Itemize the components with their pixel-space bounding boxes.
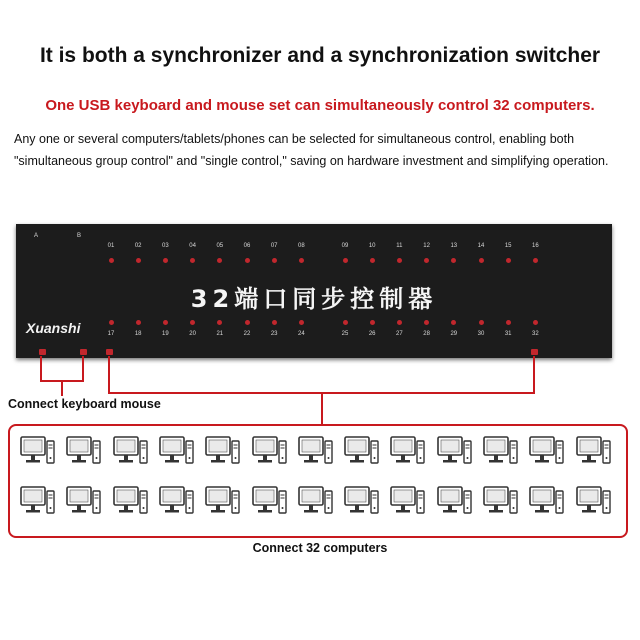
bottom-port-led — [451, 320, 456, 325]
page-title: It is both a synchronizer and a synchronization switcher — [39, 44, 601, 67]
top-port-label: 06 — [243, 243, 251, 249]
top-port-label: 14 — [477, 243, 485, 249]
top-port-led — [451, 258, 456, 263]
top-port-label: 09 — [341, 243, 349, 249]
bottom-port-led — [533, 320, 538, 325]
bottom-port-label: 23 — [270, 331, 278, 337]
desktop-computer-icon — [483, 484, 519, 520]
desktop-computer-icon — [113, 434, 149, 470]
desktop-computer-icon — [529, 484, 565, 520]
desktop-computer-icon — [66, 484, 102, 520]
bottom-port-label: 29 — [450, 331, 458, 337]
desktop-computer-icon — [252, 434, 288, 470]
desktop-computer-icon — [344, 484, 380, 520]
page-subtitle: One USB keyboard and mouse set can simultaneously control 32 computers. — [45, 97, 595, 114]
top-port-label: 05 — [216, 243, 224, 249]
desktop-computer-icon — [205, 434, 241, 470]
desktop-computer-icon — [159, 484, 195, 520]
top-port-led — [370, 258, 375, 263]
top-port-label: 04 — [189, 243, 196, 249]
top-port-label: 02 — [134, 243, 142, 249]
desktop-computer-icon — [205, 484, 241, 520]
bottom-port-label: 24 — [298, 331, 305, 337]
bottom-port-led — [299, 320, 304, 325]
caption-keyboard-mouse: Connect keyboard mouse — [8, 397, 161, 411]
bottom-port-label: 20 — [189, 331, 196, 337]
bottom-port-led — [109, 320, 114, 325]
top-port-led — [109, 258, 114, 263]
desktop-computer-icon — [390, 434, 426, 470]
bottom-port-label: 25 — [341, 331, 349, 337]
wire-pc-right — [533, 356, 535, 394]
brand-logo: Xuanshi — [26, 320, 81, 336]
input-label-a: A — [33, 233, 38, 239]
bottom-port-label: 27 — [396, 331, 403, 337]
desktop-computer-icon — [344, 434, 380, 470]
top-port-label: 07 — [270, 243, 278, 249]
desktop-computer-icon — [252, 484, 288, 520]
usb-port-out-left — [106, 349, 113, 355]
bottom-port-label: 19 — [162, 331, 169, 337]
usb-port-b — [80, 349, 87, 355]
bottom-port-led — [136, 320, 141, 325]
bottom-port-led — [506, 320, 511, 325]
description-text: Any one or several computers/tablets/phones can be selected for simultaneous control, enabling both "simultaneous group control" and "single control," saving on hardware investment and simplifying operation. — [14, 132, 609, 168]
bottom-port-led — [163, 320, 168, 325]
bottom-port-led — [424, 320, 429, 325]
top-port-label: 01 — [107, 243, 115, 249]
bottom-port-label: 28 — [423, 331, 430, 337]
bottom-port-label: 26 — [368, 331, 376, 337]
input-label-b: B — [76, 233, 81, 239]
top-port-led — [299, 258, 304, 263]
bottom-port-label: 22 — [243, 331, 251, 337]
usb-port-out-right — [531, 349, 538, 355]
top-port-led — [245, 258, 250, 263]
bottom-port-label: 32 — [532, 331, 539, 337]
top-port-led — [190, 258, 195, 263]
desktop-computer-icon — [66, 434, 102, 470]
top-port-label: 15 — [504, 243, 512, 249]
device-name: 32端口同步控制器 — [190, 285, 438, 313]
desktop-computer-icon — [529, 434, 565, 470]
bottom-port-led — [217, 320, 222, 325]
bottom-port-label: 18 — [134, 331, 142, 337]
usb-port-a — [39, 349, 46, 355]
bottom-port-led — [272, 320, 277, 325]
top-port-led — [424, 258, 429, 263]
top-port-label: 16 — [532, 243, 539, 249]
top-port-label: 08 — [298, 243, 305, 249]
desktop-computer-icon — [298, 484, 334, 520]
top-port-led — [272, 258, 277, 263]
top-port-led — [163, 258, 168, 263]
desktop-computer-icon — [483, 434, 519, 470]
wire-kb-b — [82, 356, 84, 382]
wire-kb-down — [61, 380, 63, 396]
bottom-port-led — [245, 320, 250, 325]
top-port-led — [343, 258, 348, 263]
bottom-port-led — [190, 320, 195, 325]
top-port-led — [506, 258, 511, 263]
top-port-led — [397, 258, 402, 263]
top-port-label: 13 — [450, 243, 458, 249]
bottom-port-led — [479, 320, 484, 325]
top-port-led — [217, 258, 222, 263]
bottom-port-label: 21 — [216, 331, 224, 337]
desktop-computer-icon — [298, 434, 334, 470]
desktop-computer-icon — [576, 434, 612, 470]
top-port-led — [533, 258, 538, 263]
desktop-computer-icon — [576, 484, 612, 520]
top-port-led — [136, 258, 141, 263]
desktop-computer-icon — [20, 484, 56, 520]
wire-pc-left — [108, 356, 110, 394]
bottom-port-label: 17 — [107, 331, 115, 337]
desktop-computer-icon — [159, 434, 195, 470]
top-port-label: 12 — [423, 243, 430, 249]
desktop-computer-icon — [390, 484, 426, 520]
bottom-port-led — [397, 320, 402, 325]
top-port-label: 11 — [396, 243, 403, 249]
desktop-computer-icon — [113, 484, 149, 520]
wire-kb-a — [40, 356, 42, 382]
bottom-port-label: 31 — [504, 331, 512, 337]
sync-controller-device — [16, 224, 612, 358]
desktop-computer-icon — [437, 484, 473, 520]
bottom-port-led — [343, 320, 348, 325]
computers-group — [8, 424, 628, 538]
wire-pc-down — [321, 392, 323, 425]
top-port-led — [479, 258, 484, 263]
top-port-label: 10 — [368, 243, 376, 249]
bottom-port-label: 30 — [477, 331, 485, 337]
caption-computers: Connect 32 computers — [252, 541, 388, 555]
top-port-label: 03 — [162, 243, 169, 249]
desktop-computer-icon — [437, 434, 473, 470]
bottom-port-led — [370, 320, 375, 325]
desktop-computer-icon — [20, 434, 56, 470]
